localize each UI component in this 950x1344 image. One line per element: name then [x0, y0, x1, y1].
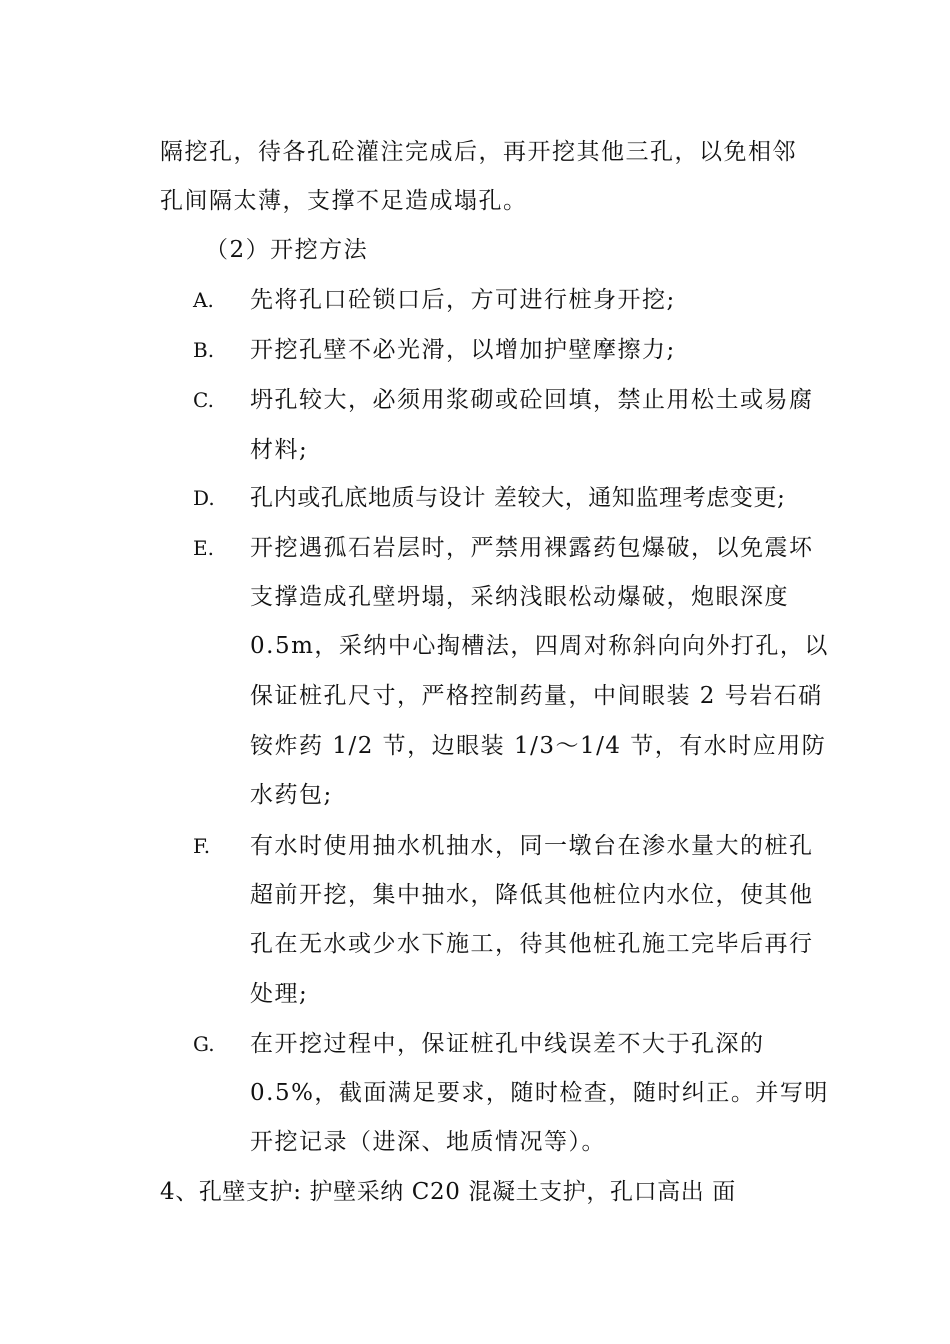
- item-e-line: 0.5m，采纳中心掏槽法，四周对称斜向向外打孔，以: [250, 633, 829, 659]
- item-e-line: 保证桩孔尺寸，严格控制药量，中间眼装 2 号岩石硝: [250, 683, 823, 709]
- paragraph-line: 孔间隔太薄，支撑不足造成塌孔。: [160, 188, 528, 214]
- item-e-line: 开挖遇孤石岩层时，严禁用裸露药包爆破，以免震坏: [250, 535, 814, 561]
- subheading: （2）开挖方法: [205, 237, 369, 263]
- section-4-line: 4、孔壁支护: 护壁采纳 C20 混凝土支护，孔口高出 面: [160, 1179, 736, 1205]
- item-label-d: D.: [193, 486, 215, 510]
- item-a-line: 先将孔口砼锁口后，方可进行桩身开挖;: [250, 287, 676, 313]
- item-f-line: 处理;: [250, 981, 309, 1007]
- item-f-line: 孔在无水或少水下施工，待其他桩孔施工完毕后再行: [250, 931, 814, 957]
- paragraph-line: 隔挖孔，待各孔砼灌注完成后，再开挖其他三孔，以免相邻: [160, 139, 797, 165]
- item-e-line: 水药包;: [250, 782, 333, 808]
- item-c-line: 材料;: [250, 437, 309, 463]
- item-b-line: 开挖孔壁不必光滑，以增加护壁摩擦力;: [250, 337, 676, 363]
- item-d-line: 孔内或孔底地质与设计 差较大，通知监理考虑变更;: [250, 485, 786, 511]
- item-label-f: F.: [193, 834, 211, 858]
- item-e-line: 铵炸药 1/2 节，边眼装 1/3～1/4 节，有水时应用防: [250, 733, 827, 759]
- item-label-e: E.: [193, 536, 214, 560]
- item-label-a: A.: [193, 288, 214, 312]
- item-f-line: 有水时使用抽水机抽水，同一墩台在渗水量大的桩孔: [250, 833, 814, 859]
- item-label-b: B.: [193, 338, 215, 362]
- item-g-line: 0.5%，截面满足要求，随时检查，随时纠正。并写明: [250, 1080, 829, 1106]
- item-g-line: 开挖记录（进深、地质情况等）。: [250, 1129, 606, 1155]
- item-c-line: 坍孔较大，必须用浆砌或砼回填，禁止用松土或易腐: [250, 387, 814, 413]
- item-f-line: 超前开挖，集中抽水，降低其他桩位内水位，使其他: [250, 882, 814, 908]
- item-label-c: C.: [193, 388, 214, 412]
- item-g-line: 在开挖过程中，保证桩孔中线误差不大于孔深的: [250, 1031, 765, 1057]
- item-e-line: 支撑造成孔壁坍塌，采纳浅眼松动爆破，炮眼深度: [250, 584, 789, 610]
- item-label-g: G.: [193, 1032, 215, 1056]
